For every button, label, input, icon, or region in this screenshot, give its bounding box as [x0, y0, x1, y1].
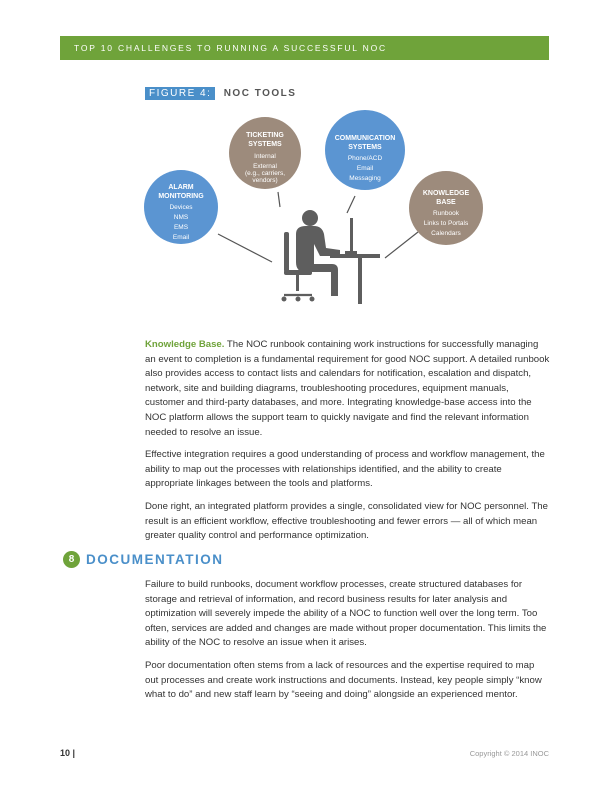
ticketing-item: (e.g., carriers, — [244, 170, 286, 177]
knowledge-base-text: The NOC runbook containing work instructions for successfully managing an event to completion is a fundamental requirement for good NOC support. A detailed runbook also provides access to contact lists and calendars for notification, escalation and dispatch, network, site and building diagrams, troubleshooting procedures, equipment manuals, customer and third-party databases, and more. Integrating knowledge-base access into the NOC platform allows the support team to quickly navigate and find the relevant information needed to resolve an issue. — [145, 339, 550, 438]
ticketing-item: vendors) — [252, 177, 278, 184]
knowledge-base-paragraph — [145, 338, 550, 440]
ticketing-item: External — [253, 163, 277, 170]
platform-paragraph: Done right, an integrated platform provides a single, consolidated view for NOC personnel. The result is an efficient workflow, effective troubleshooting and fewer errors — all of which mean greater quality control and performance optimization. — [145, 500, 548, 542]
knowledge-item: Runbook — [432, 210, 460, 217]
alarm-title-1: ALARM — [168, 184, 194, 191]
knowledge-item: Links to Portals — [423, 220, 469, 227]
knowledge-title-1: KNOWLEDGE — [422, 190, 470, 197]
knowledge-base-lead: Knowledge Base. — [145, 339, 225, 350]
ticketing-systems-circle — [229, 117, 301, 189]
connector-line — [218, 234, 272, 262]
integration-paragraph: Effective integration requires a good understanding of process and workflow management, the ability to map out the processes with relationships identified, and the ability to create appropriate linkages between the tools and platforms. — [145, 449, 545, 490]
ticketing-title-1: TICKETING — [246, 132, 284, 139]
alarm-item: EMS — [173, 224, 189, 231]
header-banner: TOP 10 CHALLENGES TO RUNNING A SUCCESSFUL NOC — [60, 36, 549, 60]
communication-title-2: SYSTEMS — [348, 144, 382, 151]
communication-title-1: COMMUNICATION — [334, 135, 396, 142]
page-number: 10 | — [60, 748, 76, 758]
figure-title: NOC TOOLS — [223, 88, 297, 99]
section-title: DOCUMENTATION — [86, 552, 224, 567]
copyright-text: Copyright © 2014 INOC — [469, 749, 549, 758]
ticketing-title-2: SYSTEMS — [248, 141, 282, 148]
section-heading — [63, 551, 224, 568]
person-at-desk-icon — [282, 210, 381, 304]
alarm-item: Devices — [169, 204, 193, 211]
knowledge-base-circle — [409, 171, 483, 245]
documentation-section — [145, 578, 550, 711]
communication-item: Email — [356, 165, 374, 172]
section-number-badge: 8 — [63, 551, 80, 568]
figure-number: FIGURE 4: — [145, 87, 215, 100]
knowledge-base-section — [145, 338, 550, 552]
knowledge-title-2: BASE — [436, 199, 456, 206]
connector-line — [278, 192, 280, 207]
alarm-item: Email — [172, 234, 190, 241]
communication-item: Phone/ACD — [347, 155, 383, 162]
ticketing-item: Internal — [254, 153, 276, 160]
documentation-paragraph-1: Failure to build runbooks, document workflow processes, create structured databases for storage and retrieval of information, and record business results for later analysis and optimization will severely impede the ability of a NOC to function well over the long term. Too often, services are added and changes are made without proper documentation. This limits the ability of the NOC to resolve an issue when it arises. — [145, 579, 547, 649]
knowledge-item: Calendars — [431, 230, 461, 237]
alarm-title-2: MONITORING — [158, 193, 204, 200]
alarm-monitoring-circle — [144, 170, 218, 244]
connector-line — [347, 196, 355, 213]
noc-tools-diagram — [0, 0, 612, 320]
connector-line — [385, 232, 418, 258]
communication-systems-circle — [325, 110, 405, 190]
documentation-paragraph-2: Poor documentation often stems from a lack of resources and the expertise required to map out processes and create work instructions and documents. Instead, key people simply “know what to do” and new staff learn by “seeing and doing” alongside an experienced mentor. — [145, 659, 542, 701]
alarm-item: NMS — [173, 214, 189, 221]
communication-item: Messaging — [349, 175, 381, 182]
